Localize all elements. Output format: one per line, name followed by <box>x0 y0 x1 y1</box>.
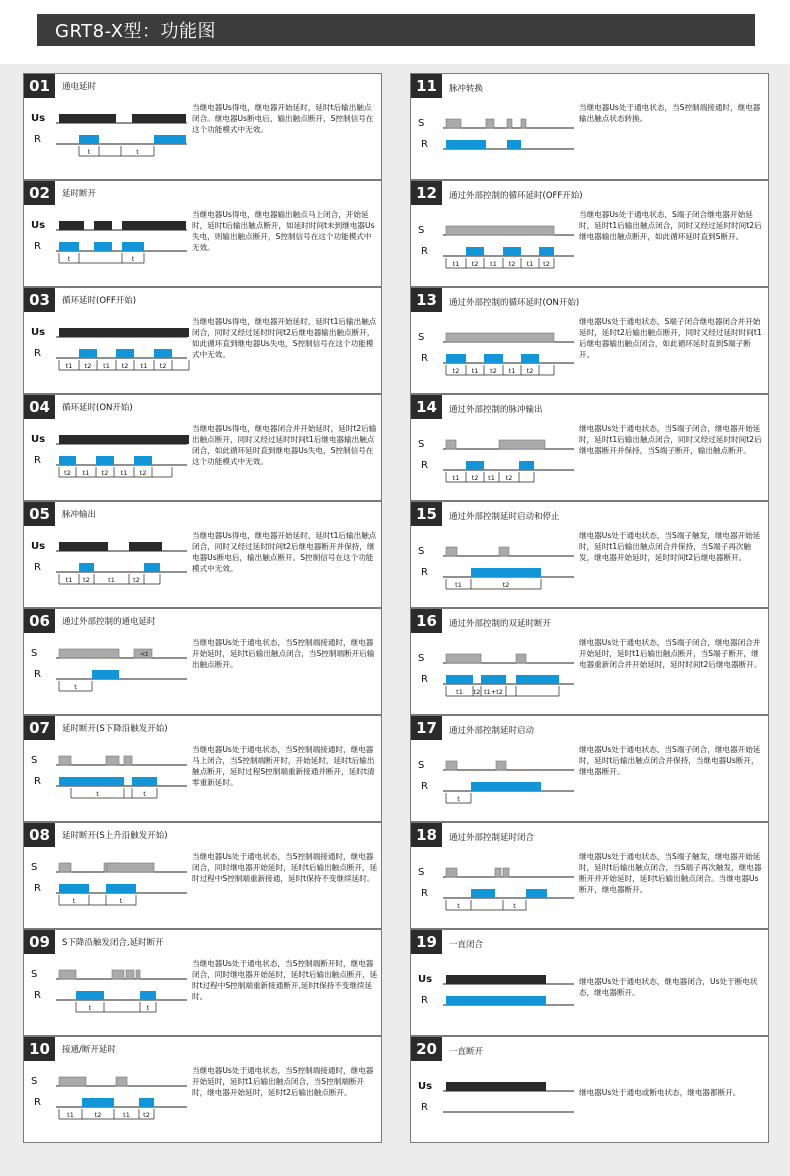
time-label: t2 <box>159 362 167 370</box>
function-title: 延时断开(S下降沿触发开始) <box>62 724 168 734</box>
time-label: t2 <box>505 474 513 482</box>
function-number: 19 <box>411 930 442 954</box>
function-card-11 <box>410 73 769 180</box>
output-pulse <box>122 242 144 251</box>
time-label: t1+t2 <box>484 688 503 696</box>
time-label: t1 <box>455 581 462 589</box>
time-label: t <box>457 795 460 803</box>
function-description: 继电器Us处于通电状态，继电器闭合，Us处于断电状态，继电器断开。 <box>579 977 758 997</box>
function-number: 06 <box>24 609 55 633</box>
timing-diagram <box>24 74 189 181</box>
output-pulse <box>503 247 521 256</box>
s-pulse <box>499 440 545 449</box>
output-pulse <box>471 782 541 791</box>
function-description: 当继电器Us得电，继电器开始延时，延时t后输出触点闭合。继电器Us断电后，输出触点断开，S控制信号在这个功能模式中无效。 <box>192 103 374 134</box>
time-label: t2 <box>139 469 147 477</box>
time-label: t2 <box>101 469 109 477</box>
output-pulse <box>446 996 546 1005</box>
function-number: 05 <box>24 502 55 526</box>
r-output-label: R <box>421 888 428 899</box>
us-signal-label: Us <box>31 327 46 338</box>
timing-diagram <box>411 823 576 930</box>
timing-diagram <box>411 609 576 716</box>
s-signal-label: S <box>418 439 425 450</box>
time-label: t1 <box>452 474 460 482</box>
time-label: t2 <box>543 260 550 268</box>
time-label: t <box>513 902 516 910</box>
us-pulse <box>446 1082 546 1091</box>
output-pulse <box>471 889 495 898</box>
function-title: 接通/断开延时 <box>62 1045 116 1055</box>
timing-diagram <box>24 181 189 288</box>
time-label: t <box>143 790 146 798</box>
function-card-18 <box>410 822 769 929</box>
output-pulse <box>134 456 152 465</box>
us-pulse <box>59 542 108 551</box>
timing-diagram <box>24 609 189 716</box>
s-signal-label: S <box>418 867 425 878</box>
s-pulse <box>59 863 71 872</box>
function-card-07 <box>23 715 382 822</box>
s-pulse <box>136 970 140 979</box>
output-pulse <box>484 354 503 363</box>
function-number: 17 <box>411 716 442 740</box>
r-output-label: R <box>34 455 41 466</box>
r-output-label: R <box>421 246 428 257</box>
function-description: 继电器Us处于通电或断电状态，继电器都断开。 <box>579 1088 741 1097</box>
time-label: t1 <box>65 362 73 370</box>
s-signal-label: S <box>31 1076 38 1087</box>
timing-diagram <box>24 716 189 823</box>
s-pulse <box>446 119 461 128</box>
us-pulse <box>446 975 546 984</box>
function-number: 08 <box>24 823 55 847</box>
function-card-16 <box>410 608 769 715</box>
time-label: t1 <box>123 1111 130 1119</box>
time-label: t2 <box>508 260 516 268</box>
s-signal-label: S <box>31 648 38 659</box>
function-description: 继电器Us处于通电状态，当S端子触发，继电器开始延时，延时t1后输出触点闭合并保持，当S端子再次触发，继电器开始延时，延时时间t2后继电器断开。 <box>579 531 761 562</box>
time-label: t2 <box>473 688 481 696</box>
timing-diagram <box>411 181 576 288</box>
timing-diagram <box>24 930 189 1037</box>
function-number: 11 <box>411 74 442 98</box>
function-title: 通过外部控制的双延时断开 <box>449 619 552 629</box>
s-pulse <box>112 970 124 979</box>
r-output-label: R <box>34 348 41 359</box>
function-number: 18 <box>411 823 442 847</box>
function-title: 延时断开(S上升沿触发开始) <box>62 831 168 841</box>
function-number: 20 <box>411 1037 442 1061</box>
function-number: 13 <box>411 288 442 312</box>
timing-diagram <box>411 74 576 181</box>
output-pulse <box>132 777 157 786</box>
s-pulse <box>59 756 71 765</box>
function-description: 当继电器Us处于通电状态，S端子闭合继电器开始延时，延时t1后输出触点闭合，同时又经过延时时间t2后继电器输出触点断开，如此循环延时直到S断开。 <box>579 210 762 241</box>
function-number: 01 <box>24 74 55 98</box>
function-title: 延时断开 <box>62 189 97 199</box>
s-pulse <box>496 761 506 770</box>
function-title: 循环延时(OFF开始) <box>62 296 137 306</box>
function-number: 12 <box>411 181 442 205</box>
r-output-label: R <box>421 1102 428 1113</box>
time-label: t2 <box>64 469 71 477</box>
r-output-label: R <box>421 567 428 578</box>
s-pulse <box>107 863 154 872</box>
function-description: 当继电器Us得电，继电器开始延时，延时t1后输出触点闭合，同时又经过延时时间t2后继电器断开并保持，继电器Us断电后，输出触点断开。S控制信号在这个功能模式中无效。 <box>192 531 377 573</box>
us-signal-label: Us <box>31 113 46 124</box>
time-label: t2 <box>133 576 140 584</box>
output-pulse <box>94 242 112 251</box>
s-pulse <box>446 868 457 877</box>
timing-diagram <box>24 823 189 930</box>
time-label: t2 <box>94 1111 102 1119</box>
function-card-17 <box>410 715 769 822</box>
time-label: t <box>88 1004 92 1012</box>
time-label: t <box>146 1004 150 1012</box>
us-signal-label: Us <box>31 434 46 445</box>
function-number: 16 <box>411 609 442 633</box>
function-card-09 <box>23 929 382 1036</box>
s-signal-label: S <box>31 755 38 766</box>
s-pulse <box>495 868 501 877</box>
function-title: 通过外部控制延时闭合 <box>449 833 535 843</box>
time-label: t <box>96 790 99 798</box>
time-label: t1 <box>65 576 73 584</box>
time-label: t1 <box>526 260 534 268</box>
function-card-03 <box>23 287 382 394</box>
function-description: 当继电器Us处于通电状态，当S控制端断开时，继电器闭合，同时继电器开始延时，延时t后输出触点断开，延时t过程中S控制端重新接通断开,延时t保持不变继续延时。 <box>192 959 378 1001</box>
time-label: t2 <box>471 260 479 268</box>
s-signal-label: S <box>418 653 425 664</box>
s-signal-label: S <box>418 546 425 557</box>
us-signal-label: Us <box>418 974 433 985</box>
us-pulse <box>94 221 112 230</box>
function-title: 通过外部控制延时启动 <box>449 726 535 736</box>
r-output-label: R <box>34 776 41 787</box>
output-pulse <box>507 140 521 149</box>
output-pulse <box>519 461 534 470</box>
time-label: t2 <box>526 367 534 375</box>
function-description: 当继电器Us处于通电状态，当S控制端接通时，继电器马上闭合，当S控制端断开时，开始延时，延时t后输出触点断开，延时过程S控制端重新接通并断开，延时t清零重新延时。 <box>192 745 375 787</box>
output-pulse <box>59 242 79 251</box>
timing-diagram <box>411 502 576 609</box>
time-label: t1 <box>508 367 516 375</box>
function-description: 继电器Us处于通电状态，当S端子闭合，继电器闭合并开始延时，延时t1后输出触点断开，当S端子断开，继电器重新闭合并开始延时，延时时间t2后继电器断开。 <box>579 638 762 669</box>
time-label: t2 <box>502 581 510 589</box>
function-title: 通过外部控制的循环延时(OFF开始) <box>449 191 583 201</box>
timing-diagram <box>411 288 576 395</box>
function-card-08 <box>23 822 382 929</box>
function-card-14 <box>410 394 769 501</box>
function-description: 当继电器Us处于通电状态，当S控制端接通时，继电器输出触点状态转换。 <box>579 103 761 123</box>
s-pulse <box>446 547 457 556</box>
output-pulse <box>471 568 541 577</box>
function-description: 当继电器Us处于通电状态，当S控制端接通时，继电器闭合，同时继电器开始延时，延时t后输出触点断开，延时过程中S控制端重新接通，延时t保持不变继续延时。 <box>192 852 378 883</box>
output-pulse <box>59 884 89 893</box>
time-label: t2 <box>452 367 460 375</box>
s-signal-label: S <box>31 862 38 873</box>
output-pulse <box>526 889 547 898</box>
r-output-label: R <box>421 995 428 1006</box>
s-pulse <box>59 649 119 658</box>
function-card-04 <box>23 394 382 501</box>
time-label: t2 <box>471 474 479 482</box>
function-number: 03 <box>24 288 55 312</box>
time-label: <t <box>140 650 148 658</box>
output-pulse <box>140 991 156 1000</box>
output-pulse <box>466 247 484 256</box>
output-pulse <box>116 349 134 358</box>
function-description: 当继电器Us处于通电状态，当S控制端接通时，继电器开始延时，延时t后输出触点闭合，当S控制端断开后输出触点断开。 <box>192 638 375 669</box>
us-pulse <box>59 221 84 230</box>
timing-diagram <box>24 395 189 502</box>
s-pulse <box>59 1077 86 1086</box>
function-card-05 <box>23 501 382 608</box>
function-title: 通过外部控制的循环延时(ON开始) <box>449 298 580 308</box>
timing-diagram <box>411 395 576 502</box>
time-label: t1 <box>108 576 115 584</box>
s-pulse <box>59 970 76 979</box>
function-description: 继电器Us处于通电状态，S端子闭合继电器闭合并开始延时，延时t2后输出触点断开，同时又经过延时时间t1后继电器输出触点闭合，如此循环延时直到S端子断开。 <box>579 317 762 359</box>
function-card-15 <box>410 501 769 608</box>
r-output-label: R <box>34 669 41 680</box>
function-card-02 <box>23 180 382 287</box>
function-title: 循环延时(ON开始) <box>62 403 133 413</box>
time-label: t <box>67 255 71 263</box>
r-output-label: R <box>34 134 41 145</box>
s-pulse <box>446 333 554 342</box>
us-pulse <box>122 221 186 230</box>
output-pulse <box>446 140 486 149</box>
time-label: t <box>87 148 91 156</box>
function-card-12 <box>410 180 769 287</box>
timing-diagram <box>24 502 189 609</box>
time-label: t <box>119 897 123 905</box>
output-pulse <box>539 247 554 256</box>
r-output-label: R <box>421 353 428 364</box>
us-pulse <box>59 435 189 444</box>
s-pulse <box>446 761 457 770</box>
time-label: t2 <box>143 1111 150 1119</box>
output-pulse <box>466 461 484 470</box>
time-label: t2 <box>490 367 497 375</box>
us-pulse <box>132 114 186 123</box>
output-pulse <box>139 1098 154 1107</box>
r-output-label: R <box>34 990 41 1001</box>
function-description: 继电器Us处于通电状态，当S端子闭合，继电器开始延时，延时t后输出触点闭合并保持，当继电器Us断开，继电器断开。 <box>579 745 761 776</box>
us-pulse <box>129 542 162 551</box>
s-pulse <box>106 756 119 765</box>
output-pulse <box>154 135 186 144</box>
time-label: t <box>136 148 139 156</box>
output-pulse <box>446 675 473 684</box>
function-title: 一直闭合 <box>449 940 484 950</box>
us-signal-label: Us <box>418 1081 433 1092</box>
timing-diagram <box>24 1037 189 1144</box>
time-label: t <box>131 255 135 263</box>
output-pulse <box>446 354 466 363</box>
timing-diagram <box>411 716 576 823</box>
s-pulse <box>521 119 526 128</box>
s-pulse <box>507 119 512 128</box>
time-label: t1 <box>456 688 463 696</box>
function-number: 10 <box>24 1037 55 1061</box>
function-card-13 <box>410 287 769 394</box>
s-pulse <box>516 654 526 663</box>
s-pulse <box>446 654 481 663</box>
s-signal-label: S <box>418 332 425 343</box>
function-description: 继电器Us处于通电状态，当S端子触发，继电器开始延时，延时t后输出触点闭合，当S端子再次触发，继电器断开并开始延时，延时t后输出触点闭合。当继电器Us断开，继电器断开。 <box>579 852 762 894</box>
output-pulse <box>516 675 559 684</box>
function-description: 当继电器Us处于通电状态，当S控制端接通时，继电器开始延时，延时t1后输出触点闭合，当S控制端断开时，继电器开始延时，延时t2后输出触点断开。 <box>192 1066 374 1097</box>
time-label: t1 <box>140 362 148 370</box>
function-number: 04 <box>24 395 55 419</box>
function-description: 当继电器Us得电，继电器开始延时，延时t1后输出触点闭合，同时又经过延时时间t2后继电器输出触点断开，如此循环直到继电器Us失电，S控制信号在这个功能模式中无效。 <box>192 317 377 359</box>
page-title: GRT8-X型：功能图 <box>55 21 217 42</box>
output-pulse <box>79 563 94 572</box>
function-card-06 <box>23 608 382 715</box>
output-pulse <box>96 456 114 465</box>
output-pulse <box>82 1098 114 1107</box>
time-label: t2 <box>83 576 90 584</box>
function-description: 继电器Us处于通电状态，当S端子闭合，继电器开始延时，延时t1后输出触点闭合，同时又经过延时时间t2后继电器断开并保持，当S端子断开，输出触点断开。 <box>579 424 762 455</box>
s-pulse <box>116 1077 127 1086</box>
output-pulse <box>154 349 172 358</box>
us-pulse <box>59 328 189 337</box>
r-output-label: R <box>421 460 428 471</box>
us-pulse <box>59 114 116 123</box>
function-card-19 <box>410 929 769 1036</box>
s-signal-label: S <box>418 118 425 129</box>
s-pulse <box>499 547 509 556</box>
function-title: 脉冲转换 <box>449 84 484 94</box>
function-title: 脉冲输出 <box>62 510 97 520</box>
output-pulse <box>76 991 104 1000</box>
r-output-label: R <box>421 781 428 792</box>
time-label: t1 <box>82 469 90 477</box>
s-pulse <box>486 119 494 128</box>
time-label: t1 <box>120 469 128 477</box>
timing-diagram <box>24 288 189 395</box>
header-bar <box>37 14 755 46</box>
output-pulse <box>144 563 160 572</box>
time-label: t2 <box>121 362 129 370</box>
r-output-label: R <box>421 139 428 150</box>
s-pulse <box>446 226 554 235</box>
time-label: t1 <box>452 260 460 268</box>
timing-diagram <box>411 1037 576 1144</box>
output-pulse <box>59 777 124 786</box>
function-title: 一直断开 <box>449 1047 484 1057</box>
r-output-label: R <box>34 241 41 252</box>
output-pulse <box>106 884 136 893</box>
function-title: S下降沿触发闭合,延时断开 <box>62 938 164 948</box>
function-description: 当继电器Us得电，继电器输出触点马上闭合，开始延时，延时t后输出触点断开，如延时时间t未到继电器Us失电，则输出触点断开，S控制信号在这个功能模式中无效。 <box>192 210 375 252</box>
function-title: 通电延时 <box>62 82 97 92</box>
time-label: t1 <box>103 362 110 370</box>
time-label: t <box>457 902 460 910</box>
function-title: 通过外部控制延时启动和停止 <box>449 512 560 522</box>
function-number: 14 <box>411 395 442 419</box>
output-pulse <box>481 675 506 684</box>
r-output-label: R <box>34 883 41 894</box>
timing-diagram <box>411 930 576 1037</box>
output-pulse <box>59 456 76 465</box>
output-pulse <box>521 354 539 363</box>
r-output-label: R <box>421 674 428 685</box>
function-card-01 <box>23 73 382 180</box>
s-pulse <box>446 440 456 449</box>
output-pulse <box>79 135 99 144</box>
function-card-20 <box>410 1036 769 1143</box>
s-pulse <box>124 756 132 765</box>
r-output-label: R <box>34 562 41 573</box>
time-label: t1 <box>471 367 479 375</box>
function-title: 通过外部控制的脉冲输出 <box>449 405 543 415</box>
s-pulse <box>503 868 509 877</box>
s-signal-label: S <box>418 225 425 236</box>
function-number: 09 <box>24 930 55 954</box>
time-label: t2 <box>84 362 92 370</box>
us-signal-label: Us <box>31 220 46 231</box>
time-label: t <box>74 683 77 691</box>
s-pulse <box>126 970 134 979</box>
time-label: t1 <box>488 474 495 482</box>
function-description: 当继电器Us得电，继电器闭合并开始延时，延时t2后输出触点断开，同时又经过延时时间t1后继电器输出触点闭合，如此循环延时直到继电器Us失电，S控制信号在这个功能模式中无效。 <box>192 424 377 466</box>
function-title: 通过外部控制的通电延时 <box>62 617 156 627</box>
time-label: t <box>72 897 76 905</box>
function-number: 15 <box>411 502 442 526</box>
output-pulse <box>92 670 119 679</box>
r-output-label: R <box>34 1097 41 1108</box>
s-signal-label: S <box>418 760 425 771</box>
s-signal-label: S <box>31 969 38 980</box>
time-label: t1 <box>67 1111 74 1119</box>
function-card-10 <box>23 1036 382 1143</box>
output-pulse <box>79 349 97 358</box>
time-label: t1 <box>490 260 497 268</box>
us-signal-label: Us <box>31 541 46 552</box>
function-number: 07 <box>24 716 55 740</box>
function-number: 02 <box>24 181 55 205</box>
